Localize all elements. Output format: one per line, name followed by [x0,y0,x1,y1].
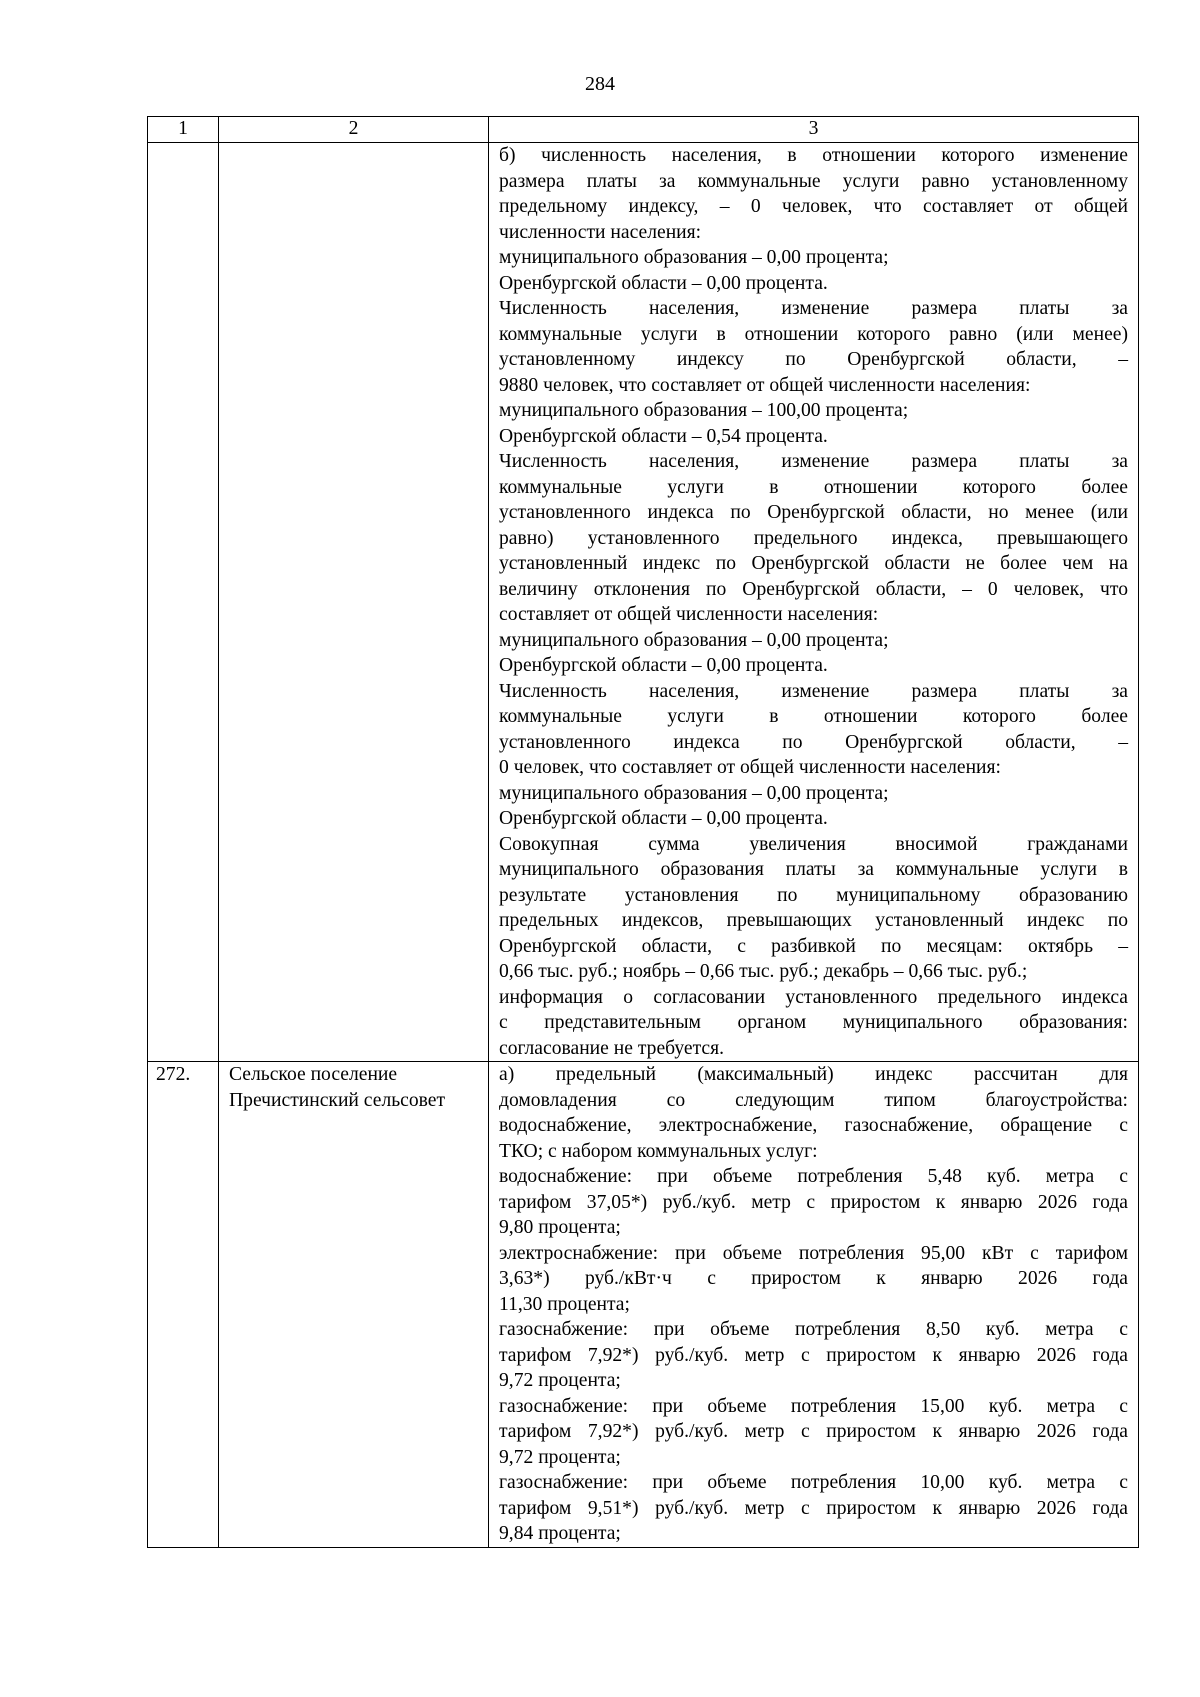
column-header-2: 2 [219,117,489,143]
text-line: предельных индексов, превышающих установленный индекс по [499,910,1128,931]
text-line: Оренбургской области, с разбивкой по месяцам: октябрь – [499,935,1128,957]
text-line: 9,72 процента; [499,1446,621,1468]
row-name-cell [219,1062,489,1548]
text-line: установленного индекса по Оренбургской области, но менее (или [499,502,1128,523]
text-line: 9,80 процента; [499,1217,621,1238]
text-line: численности населения: [499,221,702,243]
text-line: Оренбургской области – 0,00 процента. [499,272,828,294]
text-line: ТКО; с набором коммунальных услуг: [499,1140,818,1162]
text-line: коммунальные услуги в отношении которого равно (или менее) [499,323,1128,345]
table-row-continued [148,143,1139,1062]
text-line: установленному индексу по Оренбургской области, – [499,349,1128,370]
text-line: муниципального образования платы за коммунальные услуги в [499,859,1128,880]
table-row-272 [148,1062,1139,1548]
text-line: составляет от общей численности населения: [499,604,879,625]
text-line: информация о согласовании установленного предельного индекса [499,986,1128,1008]
text-line: тарифом 7,92*) руб./куб. метр с приростом к январю 2026 года [499,1421,1128,1442]
text-line: домовладения со следующим типом благоустройства: [499,1089,1128,1111]
column-header-3: 3 [489,117,1139,143]
text-line: с представительным органом муниципального образования: [499,1012,1128,1033]
document-table [147,116,1139,1548]
text-line: 9,84 процента; [499,1523,621,1544]
text-line: установленного индекса по Оренбургской области, – [499,731,1128,753]
text-line: муниципального образования – 100,00 процента; [499,400,909,421]
text-line: газоснабжение: при объеме потребления 8,50 куб. метра с [499,1319,1128,1340]
text-line: 3,63*) руб./кВт·ч с приростом к январю 2026 года [499,1268,1128,1289]
text-line: 0,66 тыс. руб.; ноябрь – 0,66 тыс. руб.; декабрь – 0,66 тыс. руб.; [499,961,1028,982]
column-header-1: 1 [148,117,219,143]
text-line: величину отклонения по Оренбургской области, – 0 человек, что [499,578,1128,600]
text-line: водоснабжение, электроснабжение, газоснабжение, обращение с [499,1115,1128,1136]
text-line: 9880 человек, что составляет от общей численности населения: [499,374,1031,396]
text-line: муниципального образования – 0,00 процента; [499,247,889,268]
text-line: б) численность населения, в отношении которого изменение [499,145,1128,166]
text-line: газоснабжение: при объеме потребления 15,00 куб. метра с [499,1395,1128,1417]
page-number: 284 [585,73,615,95]
text-line: Численность населения, изменение размера платы за [499,680,1128,702]
text-line: Численность населения, изменение размера платы за [499,298,1128,319]
text-line: коммунальные услуги в отношении которого более [499,706,1128,727]
settlement-name-line-1: Сельское поселение [229,1064,398,1085]
text-line: размера платы за коммунальные услуги равно установленному [499,170,1128,192]
text-line: установленный индекс по Оренбургской области не более чем на [499,553,1128,574]
table-header-row [148,117,1139,143]
text-line: 0 человек, что составляет от общей численности населения: [499,757,1002,778]
text-line: предельному индексу, – 0 человек, что составляет от общей [499,196,1128,217]
settlement-name-line-2: Пречистинский сельсовет [229,1089,446,1111]
text-line: Численность населения, изменение размера платы за [499,451,1128,472]
text-line: водоснабжение: при объеме потребления 5,48 куб. метра с [499,1166,1128,1187]
row-number-cell: 272. [148,1062,219,1548]
row-number-cell [148,143,219,1062]
text-line: электроснабжение: при объеме потребления 95,00 кВт с тарифом [499,1242,1128,1264]
text-line: Оренбургской области – 0,54 процента. [499,425,828,447]
text-line: Оренбургской области – 0,00 процента. [499,808,828,829]
text-line: 11,30 процента; [499,1293,630,1315]
row-name-cell [219,143,489,1062]
text-line: тарифом 9,51*) руб./куб. метр с приростом к январю 2026 года [499,1497,1128,1519]
row-text-cell [489,1062,1139,1548]
text-line: газоснабжение: при объеме потребления 10,00 куб. метра с [499,1472,1128,1493]
text-line: согласование не требуется. [499,1037,725,1059]
text-line: Совокупная сумма увеличения вносимой гражданами [499,833,1128,855]
text-line: 9,72 процента; [499,1370,621,1391]
text-line: результате установления по муниципальному образованию [499,884,1128,906]
text-line: муниципального образования – 0,00 процента; [499,629,889,651]
text-line: коммунальные услуги в отношении которого более [499,476,1128,498]
text-line: равно) установленного предельного индекса, превышающего [499,527,1128,549]
text-line: тарифом 7,92*) руб./куб. метр с приростом к январю 2026 года [499,1344,1128,1366]
text-line: а) предельный (максимальный) индекс рассчитан для [499,1064,1128,1085]
text-line: тарифом 37,05*) руб./куб. метр с приростом к январю 2026 года [499,1191,1128,1213]
text-line: Оренбургской области – 0,00 процента. [499,655,828,676]
row-text-cell [489,143,1139,1062]
text-line: муниципального образования – 0,00 процента; [499,782,889,804]
